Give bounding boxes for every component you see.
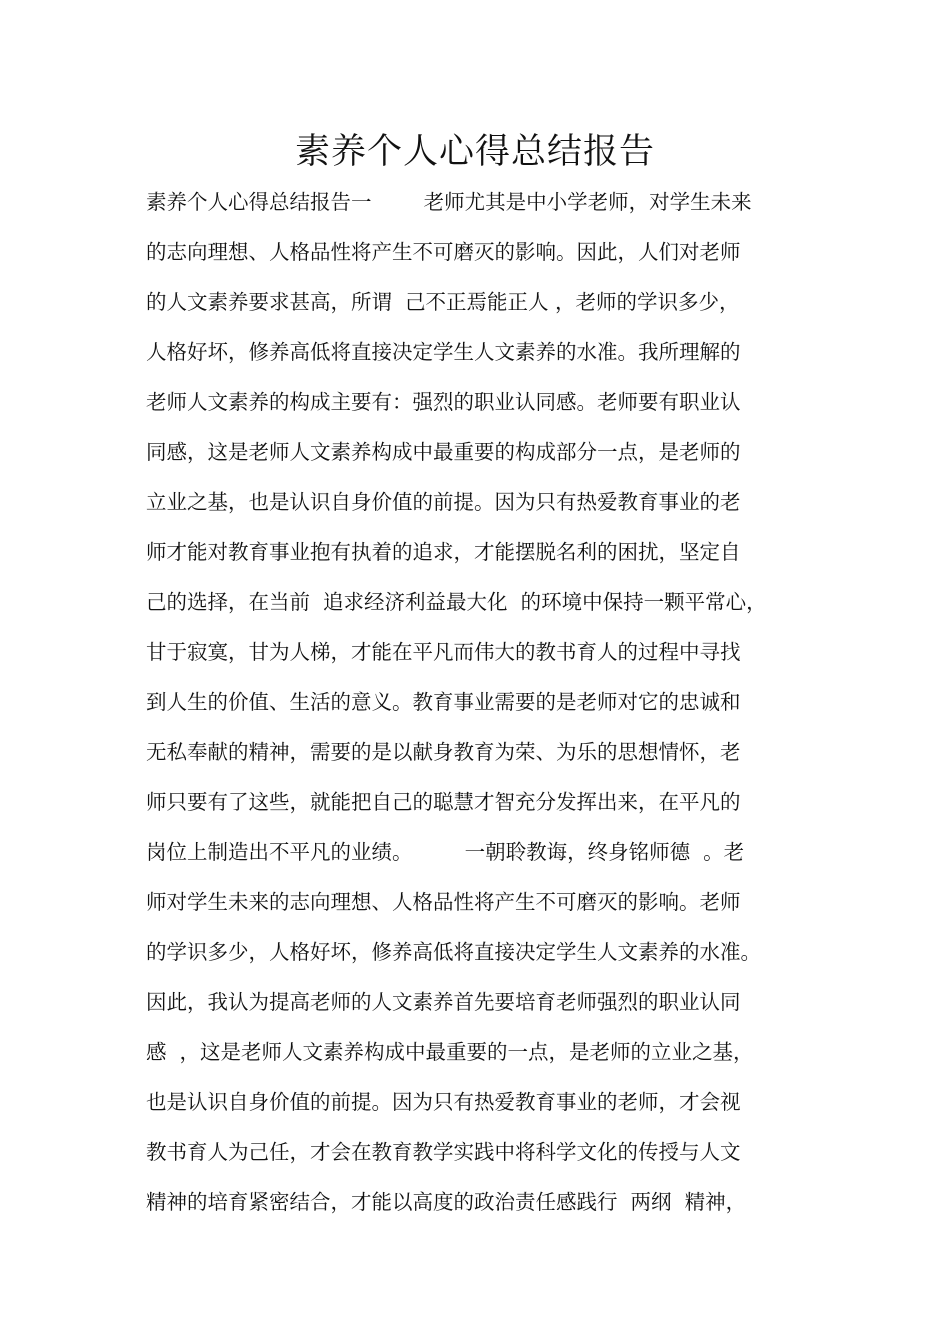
document-body [146,182,836,1232]
text-line: 因此，我认为提高老师的人文素养首先要培育老师强烈的职业认同 [146,990,741,1014]
text-line: 师只要有了这些，就能把自己的聪慧才智充分发挥出来，在平凡的 [146,790,741,814]
text-line: 同感，这是老师人文素养构成中最重要的构成部分一点，是老师的 [146,440,741,464]
document-title: 素养个人心得总结报告 [294,132,655,172]
text-line: 也是认识自身价值的前提。因为只有热爱教育事业的老师，才会视 [146,1090,741,1114]
text-line: 立业之基，也是认识自身价值的前提。因为只有热爱教育事业的老 [146,490,741,514]
text-line: 人格好坏，修养高低将直接决定学生人文素养的水准。我所理解的 [146,340,741,364]
text-line: 的人文素养要求甚高，所谓 己不正焉能正人 ，老师的学识多少， [146,290,740,314]
text-line: 师才能对教育事业抱有执着的追求，才能摆脱名利的困扰，坚定自 [146,540,741,564]
text-line: 的志向理想、人格品性将产生不可磨灭的影响。因此，人们对老师 [146,240,741,264]
text-line: 素养个人心得总结报告一 老师尤其是中小学老师，对学生未来 [146,190,752,214]
text-line: 师对学生未来的志向理想、人格品性将产生不可磨灭的影响。老师 [146,890,741,914]
text-line: 的学识多少，人格好坏，修养高低将直接决定学生人文素养的水准。 [146,940,761,964]
text-line: 无私奉献的精神，需要的是以献身教育为荣、为乐的思想情怀，老 [146,740,741,764]
text-line: 己的选择，在当前 追求经济利益最大化 的环境中保持一颗平常心， [146,590,767,614]
text-line: 感 ，这是老师人文素养构成中最重要的一点，是老师的立业之基， [146,1040,754,1064]
text-line: 甘于寂寞，甘为人梯，才能在平凡而伟大的教书育人的过程中寻找 [146,640,741,664]
text-line: 到人生的价值、生活的意义。教育事业需要的是老师对它的忠诚和 [146,690,741,714]
text-line: 岗位上制造出不平凡的业绩。 一朝聆教诲，终身铭师德 。老 [146,840,745,864]
text-line: 精神的培育紧密结合，才能以高度的政治责任感践行 两纲 精神， [146,1190,747,1214]
text-line: 老师人文素养的构成主要有：强烈的职业认同感。老师要有职业认 [146,390,741,414]
text-line: 教书育人为己任，才会在教育教学实践中将科学文化的传授与人文 [146,1140,741,1164]
